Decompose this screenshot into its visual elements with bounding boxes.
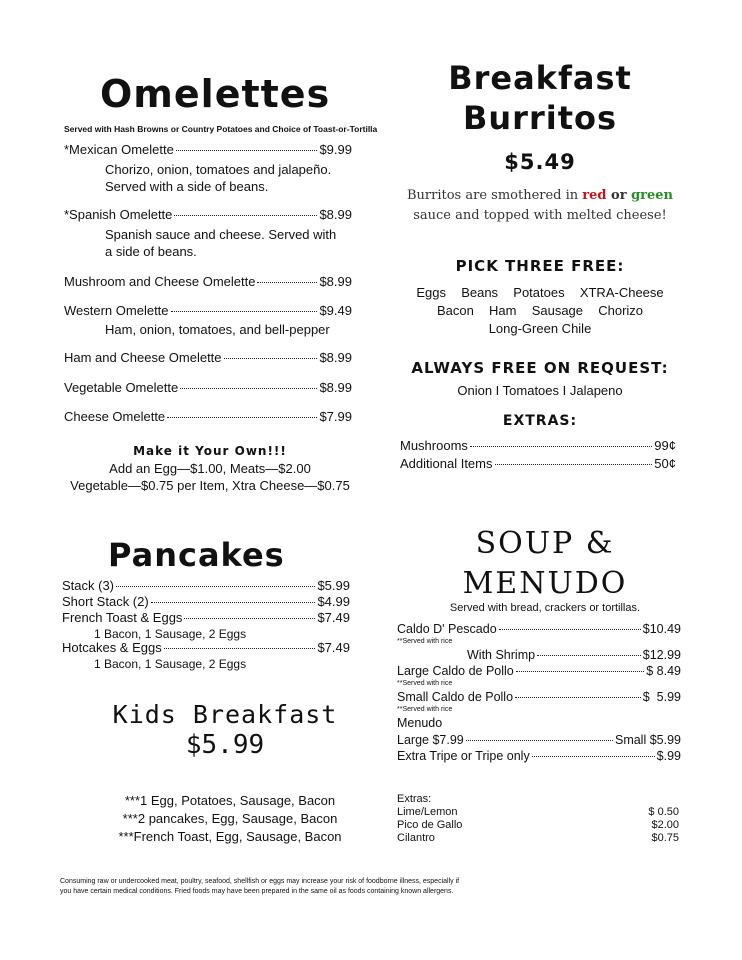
item-price: $7.49	[317, 610, 350, 625]
item-description: 1 Bacon, 1 Sausage, 2 Eggs	[94, 657, 247, 671]
item-name: Western Omelette	[64, 303, 169, 318]
item-price: 99¢	[654, 438, 676, 453]
item-price: $7.49	[317, 640, 350, 655]
item-name: Cilantro	[397, 832, 435, 844]
kids-option: ***French Toast, Egg, Sausage, Bacon	[118, 829, 342, 844]
burritos-description	[395, 186, 685, 226]
item-price: $12.99	[642, 648, 681, 662]
pancakes-title: Pancakes	[108, 536, 285, 574]
item-name: Additional Items	[400, 456, 493, 471]
desc-text: Burritos are smothered in	[406, 188, 583, 203]
pick-title: PICK THREE FREE:	[455, 257, 625, 275]
menu-item	[64, 350, 352, 365]
menu-item	[64, 142, 352, 157]
item-price: $9.99	[319, 142, 352, 157]
item-description: Ham, onion, tomatoes, and bell-pepper	[105, 322, 330, 337]
item-name: Lime/Lemon	[397, 806, 458, 818]
item-name: French Toast & Eggs	[62, 610, 183, 625]
item-price: $ 8.49	[646, 664, 681, 678]
soup-item	[397, 690, 681, 704]
item-name: *Mexican Omelette	[64, 142, 174, 157]
extra-row	[397, 806, 679, 819]
burritos-title-line: Breakfast	[448, 59, 632, 97]
item-name: Mushrooms	[400, 438, 468, 453]
item-name: With Shrimp	[467, 648, 536, 662]
item-name: Vegetable Omelette	[64, 380, 179, 395]
menu-item	[62, 578, 350, 593]
desc-green: green	[631, 188, 674, 203]
extra-row	[397, 832, 679, 845]
extra-item	[400, 456, 676, 471]
free-line: Onion I Tomatoes I Jalapeno	[457, 383, 623, 398]
item-name: Ham and Cheese Omelette	[64, 350, 222, 365]
menu-item	[64, 409, 352, 424]
soup-subtitle: Served with bread, crackers or tortillas.	[449, 602, 641, 614]
kids-option: ***2 pancakes, Egg, Sausage, Bacon	[122, 811, 338, 826]
item-price: Small $5.99	[614, 733, 681, 747]
soup-title-line: SOUP &	[475, 526, 615, 561]
item-description: 1 Bacon, 1 Sausage, 2 Eggs	[94, 627, 247, 641]
item-name: Large $7.99	[397, 733, 464, 747]
menu-item	[62, 610, 350, 625]
item-name: Short Stack (2)	[62, 594, 149, 609]
menu-item	[62, 640, 350, 655]
make-own-line: Vegetable—$0.75 per Item, Xtra Cheese—$0.75	[70, 478, 350, 493]
soup-item	[397, 664, 681, 678]
extra-item	[400, 438, 676, 453]
item-price: $0.75	[651, 832, 679, 844]
rice-note: **Served with rice	[397, 680, 453, 687]
disclaimer: Consuming raw or undercooked meat, poultry, seafood, shellfish or eggs may increase your risk of foodborne illness, especially if	[60, 878, 460, 885]
soup-extras	[397, 806, 679, 845]
item-name: *Spanish Omelette	[64, 207, 173, 222]
pick-line: Eggs Beans Potatoes XTRA-Cheese	[416, 285, 664, 300]
menu-item	[64, 380, 352, 395]
menu-item	[62, 594, 350, 609]
item-name: Extra Tripe or Tripe only	[397, 749, 530, 763]
soup-extras-title: Extras:	[397, 793, 432, 805]
soup-title	[420, 524, 670, 604]
free-title: ALWAYS FREE ON REQUEST:	[411, 359, 669, 377]
soup-item	[397, 733, 681, 747]
item-price: $8.99	[319, 380, 352, 395]
omelettes-subtitle: Served with Hash Browns or Country Potatoes and Choice of Toast-or-Tortilla	[64, 124, 378, 134]
kids-options	[110, 792, 350, 846]
item-price: $5.99	[317, 578, 350, 593]
item-name: Pico de Gallo	[397, 819, 463, 831]
burritos-price: $5.49	[504, 150, 576, 174]
burritos-title-line: Burritos	[462, 99, 618, 137]
disclaimer: you have certain medical conditions. Fried foods may have been prepared in the same oil as foods containing known allergens.	[60, 888, 454, 895]
soup-item	[467, 648, 681, 662]
kids-option: ***1 Egg, Potatoes, Sausage, Bacon	[124, 793, 336, 808]
make-own-title: Make it Your Own!!!	[133, 444, 287, 458]
kids-title: Kids Breakfast	[112, 700, 338, 729]
rice-note: **Served with rice	[397, 638, 453, 645]
make-own-line: Add an Egg—$1.00, Meats—$2.00	[109, 461, 311, 476]
item-name: Stack (3)	[62, 578, 115, 593]
item-name: Mushroom and Cheese Omelette	[64, 274, 256, 289]
item-price: $7.99	[319, 409, 352, 424]
pick-line: Long-Green Chile	[488, 321, 592, 336]
menudo-label: Menudo	[397, 716, 443, 730]
omelettes-title: Omelettes	[100, 72, 331, 116]
item-price: $8.99	[319, 274, 352, 289]
menu-item	[64, 207, 352, 222]
item-description: Spanish sauce and cheese. Served with a side of beans.	[105, 227, 337, 259]
item-name: Cheese Omelette	[64, 409, 166, 424]
item-price: $.99	[656, 749, 681, 763]
item-name: Small Caldo de Pollo	[397, 690, 514, 704]
desc-text: sauce and topped with melted cheese!	[413, 208, 667, 223]
item-price: $ 5.99	[642, 690, 681, 704]
burritos-title	[410, 58, 670, 138]
soup-item	[397, 749, 681, 763]
item-price: $8.99	[319, 207, 352, 222]
item-price: 50¢	[654, 456, 676, 471]
item-price: $4.99	[317, 594, 350, 609]
extras-title: EXTRAS:	[502, 413, 578, 429]
item-name: Large Caldo de Pollo	[397, 664, 514, 678]
item-description: Chorizo, onion, tomatoes and jalapeño. Served with a side of beans.	[105, 162, 332, 194]
kids-price: $5.99	[185, 730, 265, 760]
pick-line: Bacon Ham Sausage Chorizo	[436, 303, 644, 318]
rice-note: **Served with rice	[397, 706, 453, 713]
item-price: $10.49	[642, 622, 681, 636]
item-name: Hotcakes & Eggs	[62, 640, 162, 655]
soup-item	[397, 622, 681, 636]
menu-item	[64, 303, 352, 318]
item-price: $2.00	[651, 819, 679, 831]
item-price: $8.99	[319, 350, 352, 365]
extra-row	[397, 819, 679, 832]
desc-text: or	[606, 188, 632, 203]
menu-item	[64, 274, 352, 289]
desc-red: red	[582, 188, 607, 203]
soup-title-line: MENUDO	[462, 566, 628, 601]
item-price: $9.49	[319, 303, 352, 318]
item-name: Caldo D' Pescado	[397, 622, 497, 636]
item-price: $ 0.50	[648, 806, 679, 818]
